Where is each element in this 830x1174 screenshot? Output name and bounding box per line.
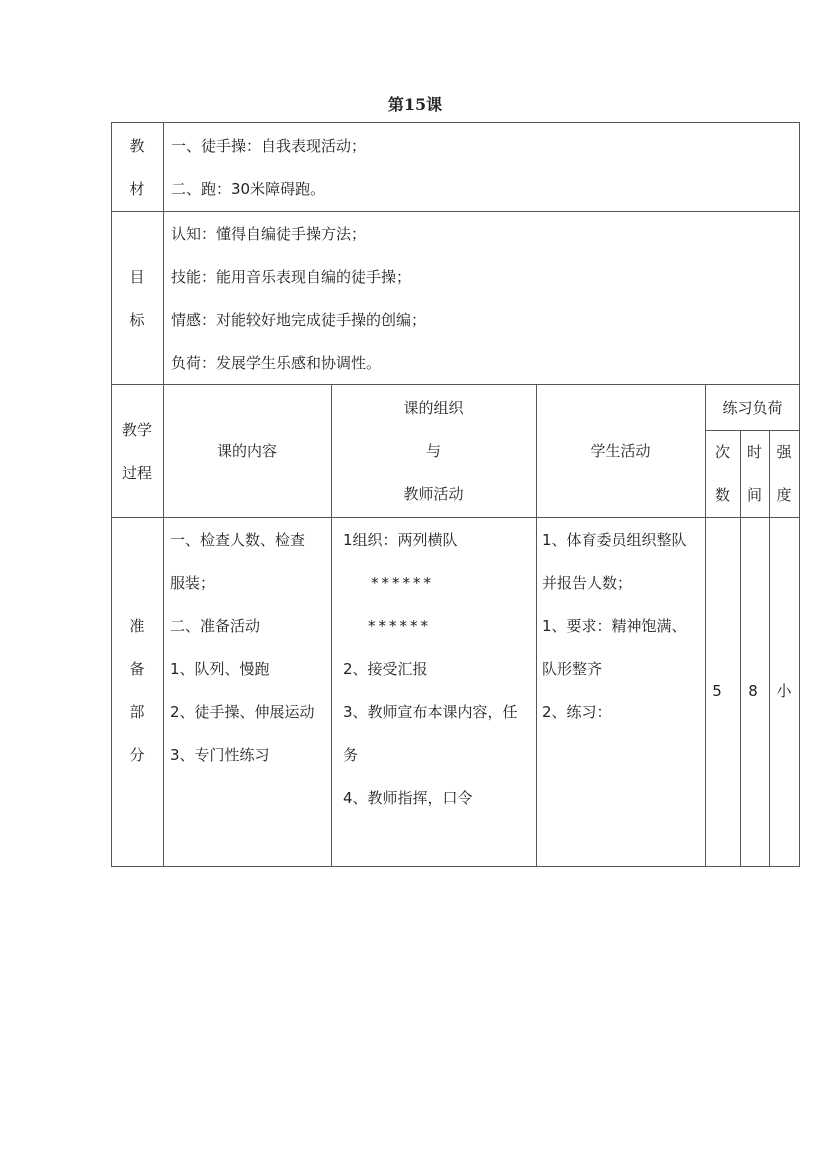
prep-label xyxy=(111,605,163,777)
header-text: 时 xyxy=(746,443,762,461)
org-line: 2、接受汇报 xyxy=(343,660,428,678)
materials-line: 二、跑：30米障碍跑。 xyxy=(171,180,326,198)
label-char: 教 xyxy=(129,137,145,155)
goal-line: 情感：对能较好地完成徒手操的创编； xyxy=(171,311,427,329)
prep-intensity: 小 xyxy=(776,682,792,700)
page-title: 第15课 xyxy=(387,95,443,114)
header-intensity xyxy=(769,431,799,517)
prep-student xyxy=(542,519,687,734)
student-line: 2、练习： xyxy=(542,703,612,721)
org-line: 1组织：两列横队 xyxy=(343,531,458,549)
header-text: 课的组织 xyxy=(403,399,464,417)
formation-row: ****** xyxy=(368,617,431,635)
student-line: 并报告人数； xyxy=(542,574,633,592)
header-text: 强 xyxy=(776,443,792,461)
header-content: 课的内容 xyxy=(216,442,277,460)
goals-label xyxy=(111,256,163,342)
header-process xyxy=(111,409,163,495)
header-organization xyxy=(331,387,536,516)
label-char: 分 xyxy=(129,746,145,764)
label-char: 目 xyxy=(129,268,145,286)
materials-label xyxy=(111,125,163,211)
materials-content xyxy=(171,125,366,211)
label-char: 部 xyxy=(129,703,145,721)
label-char: 准 xyxy=(129,617,145,635)
student-line: 1、要求：精神饱满、 xyxy=(542,617,687,635)
header-load: 练习负荷 xyxy=(722,399,783,417)
header-text: 与 xyxy=(425,442,441,460)
prep-time: 8 xyxy=(748,682,758,700)
formation-row: ****** xyxy=(371,574,434,592)
content-line: 服装； xyxy=(170,574,216,592)
header-text: 度 xyxy=(776,486,792,504)
header-count xyxy=(705,431,740,517)
content-line: 3、专门性练习 xyxy=(170,746,270,764)
table-border xyxy=(111,866,800,867)
org-line: 3、教师宣布本课内容，任 xyxy=(343,703,518,721)
prep-content xyxy=(170,519,315,777)
goal-line: 负荷：发展学生乐感和协调性。 xyxy=(171,354,382,372)
content-line: 2、徒手操、伸展运动 xyxy=(170,703,315,721)
prep-count: 5 xyxy=(712,682,722,700)
label-char: 备 xyxy=(129,660,145,678)
header-time xyxy=(740,431,769,517)
header-text: 数 xyxy=(714,486,730,504)
org-line: 4、教师指挥，口令 xyxy=(343,789,473,807)
label-char: 标 xyxy=(129,311,145,329)
header-text: 间 xyxy=(746,486,762,504)
row-divider xyxy=(111,211,800,212)
header-text: 次 xyxy=(714,443,730,461)
goal-line: 认知：懂得自编徒手操方法； xyxy=(171,225,367,243)
header-text: 教学 xyxy=(121,421,152,439)
col-divider xyxy=(163,122,164,867)
content-line: 二、准备活动 xyxy=(170,617,261,635)
header-text: 过程 xyxy=(121,464,152,482)
table-border xyxy=(111,122,800,123)
student-line: 1、体育委员组织整队 xyxy=(542,531,687,549)
student-line: 队形整齐 xyxy=(542,660,603,678)
content-line: 1、队列、慢跑 xyxy=(170,660,270,678)
org-line: 务 xyxy=(343,746,359,764)
prep-organization xyxy=(343,519,518,820)
table-border xyxy=(799,122,800,867)
header-student: 学生活动 xyxy=(590,442,651,460)
row-divider xyxy=(111,517,800,518)
materials-line: 一、徒手操：自我表现活动； xyxy=(171,137,367,155)
goal-line: 技能：能用音乐表现自编的徒手操； xyxy=(171,268,412,286)
goals-content xyxy=(171,213,426,385)
content-line: 一、检查人数、检查 xyxy=(170,531,306,549)
label-char: 材 xyxy=(129,180,145,198)
header-text: 教师活动 xyxy=(403,485,464,503)
